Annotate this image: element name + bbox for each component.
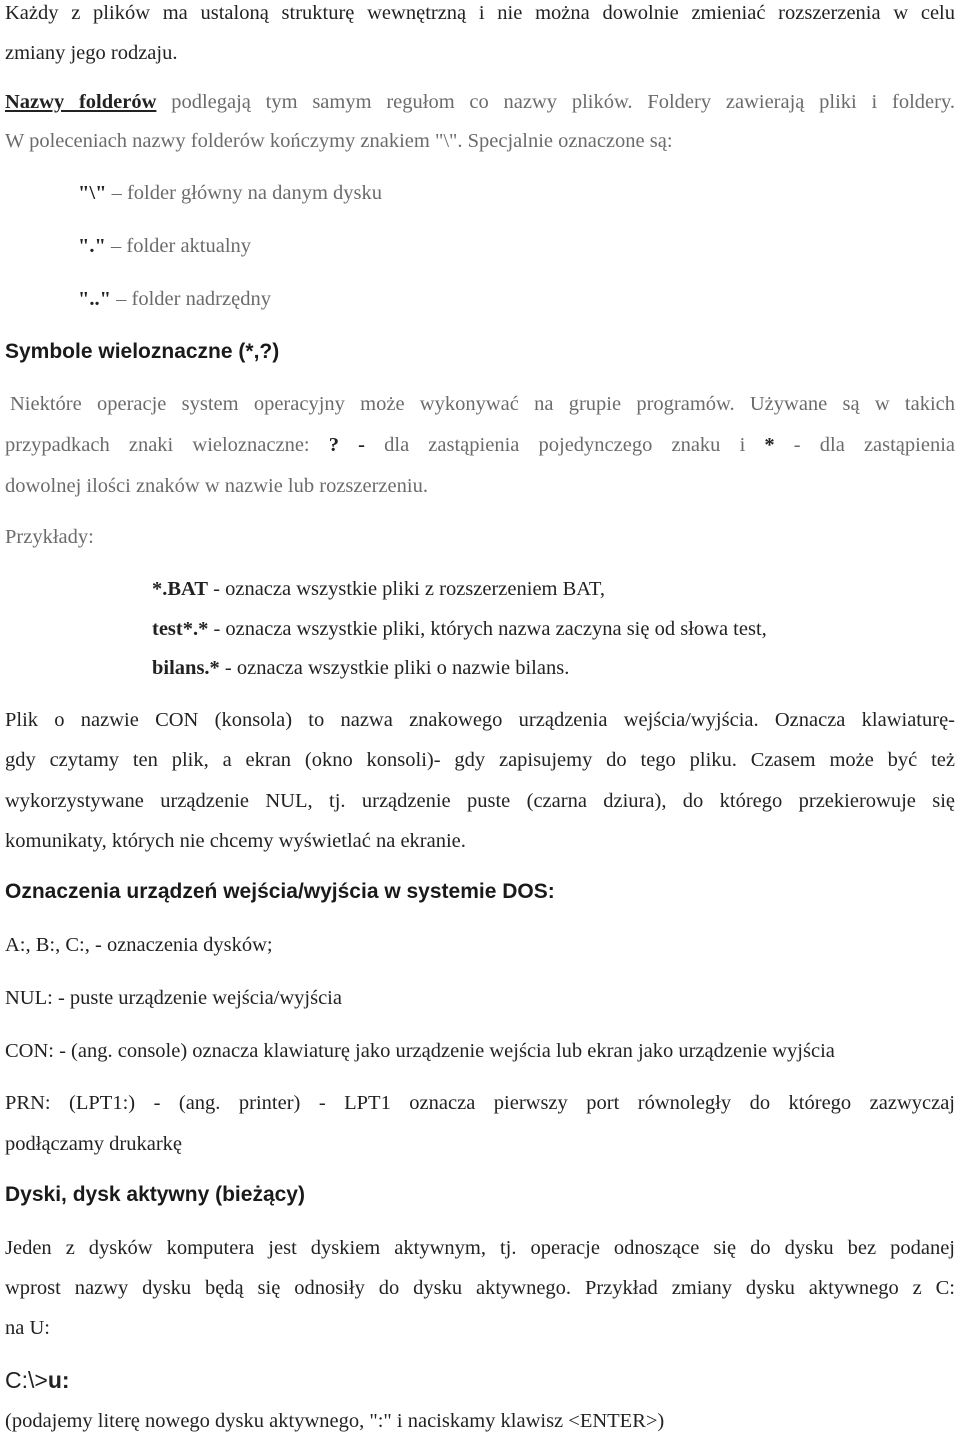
device-prn-line-1: PRN: (LPT1:) - (ang. printer) - LPT1 oznacza pierwszy port równoległy do którego zazwyczaj: [5, 1092, 955, 1114]
folders-line-1: [5, 89, 955, 115]
device-item: A:, B:, C:, - oznaczenia dysków;: [5, 934, 273, 956]
device-item: NUL: - puste urządzenie wejścia/wyjścia: [5, 987, 342, 1009]
wildcards-line-3: dowolnej ilości znaków w nazwie lub rozszerzeniu.: [5, 475, 428, 497]
device-prn-line-2: podłączamy drukarkę: [5, 1133, 183, 1155]
examples-label: Przykłady:: [5, 526, 94, 548]
wildcards-line-2-c: dla zastąpienia pojedynczego znaku i: [384, 434, 765, 456]
con-line-1: Plik o nazwie CON (konsola) to nazwa znakowego urządzenia wejścia/wyjścia. Oznacza klawiaturę-: [5, 709, 955, 731]
example-item: [152, 655, 569, 681]
folders-line-2: W poleceniach nazwy folderów kończymy znakiem "\". Specjalnie oznaczone są:: [5, 130, 673, 152]
drives-line-2: wprost nazwy dysku będą się odnosiły do dysku aktywnego. Przykład zmiany dysku aktywnego z C:: [5, 1277, 955, 1299]
special-desc: – folder nadrzędny: [111, 288, 271, 310]
example-desc: - oznacza wszystkie pliki z rozszerzeniem BAT,: [208, 578, 605, 600]
special-desc: – folder aktualny: [105, 235, 252, 257]
wildcards-line-1: Niektóre operacje system operacyjny może wykonywać na grupie programów. Używane są w takich: [10, 393, 955, 415]
special-desc: – folder główny na danym dysku: [106, 182, 383, 204]
example-desc: - oznacza wszystkie pliki o nazwie bilans.: [219, 657, 570, 679]
wildcards-line-2-e: - dla zastąpienia: [774, 434, 955, 456]
wildcards-star: *: [764, 434, 775, 456]
command-prompt: C:\>: [5, 1367, 48, 1393]
drives-line-3: na U:: [5, 1317, 50, 1339]
special-symbol: "\": [78, 182, 107, 204]
special-symbol: ".": [78, 235, 106, 257]
wildcards-question: ? -: [328, 434, 385, 456]
folders-line-1-rest: podlegają tym samym regułom co nazwy plików. Foldery zawierają pliki i foldery.: [156, 91, 955, 113]
intro-line-1: Każdy z plików ma ustaloną strukturę wewnętrzną i nie można dowolnie zmieniać rozszerzenia w celu: [5, 2, 955, 24]
command-line: [5, 1367, 70, 1393]
wildcards-line-2-a: przypadkach znaki wieloznaczne:: [5, 434, 329, 456]
special-folder-current: [78, 233, 251, 259]
intro-line-2: zmiany jego rodzaju.: [5, 42, 178, 64]
drives-note: (podajemy literę nowego dysku aktywnego, ":" i naciskamy klawisz <ENTER>): [5, 1410, 665, 1432]
con-line-2: gdy czytamy ten plik, a ekran (okno konsoli)- gdy zapisujemy do tego pliku. Czasem może być też: [5, 749, 955, 771]
drives-heading: Dyski, dysk aktywny (bieżący): [5, 1183, 305, 1206]
special-symbol: "..": [78, 288, 112, 310]
con-line-3: wykorzystywane urządzenie NUL, tj. urządzenie puste (czarna dziura), do którego przekierowuje się: [5, 790, 955, 812]
special-folder-root: [78, 180, 382, 206]
example-pattern: test*.*: [152, 618, 209, 640]
example-pattern: *.BAT: [152, 578, 209, 600]
wildcards-line-2: [5, 432, 955, 458]
example-desc: - oznacza wszystkie pliki, których nazwa zaczyna się od słowa test,: [208, 618, 767, 640]
command-input: u:: [47, 1367, 70, 1393]
special-folder-parent: [78, 286, 271, 312]
example-pattern: bilans.*: [152, 657, 220, 679]
devices-heading: Oznaczenia urządzeń wejścia/wyjścia w systemie DOS:: [5, 880, 555, 903]
folders-term: Nazwy folderów: [5, 91, 157, 113]
drives-line-1: Jeden z dysków komputera jest dyskiem aktywnym, tj. operacje odnoszące się do dysku bez podanej: [5, 1237, 955, 1259]
example-item: [152, 576, 605, 602]
example-item: [152, 616, 767, 642]
wildcards-heading: Symbole wieloznaczne (*,?): [5, 340, 280, 363]
con-line-4: komunikaty, których nie chcemy wyświetlać na ekranie.: [5, 830, 466, 852]
device-item: CON: - (ang. console) oznacza klawiaturę jako urządzenie wejścia lub ekran jako urządzenie wyjścia: [5, 1040, 835, 1062]
